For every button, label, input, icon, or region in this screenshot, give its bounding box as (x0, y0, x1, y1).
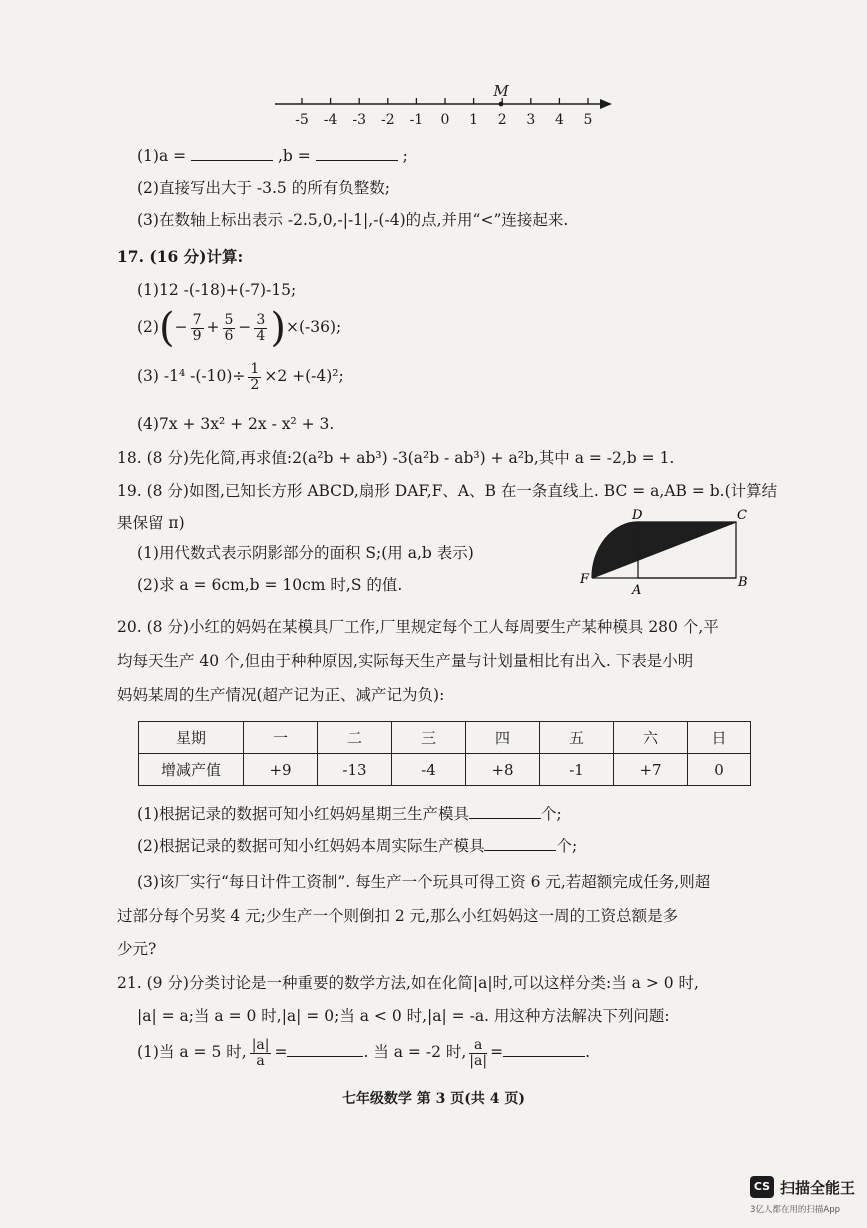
number-line-tick-label: 2 (497, 112, 507, 128)
q16-blank-b (316, 159, 398, 161)
table-cell: 三 (392, 722, 466, 754)
q16-blank-a (191, 159, 273, 161)
scanner-watermark (750, 1176, 860, 1220)
scanner-tagline: 3亿人都在用的扫描App (750, 1205, 841, 1215)
number-line-tick-label: 4 (554, 112, 564, 128)
table-cell: 五 (540, 722, 614, 754)
q20-part3-line1: (3)该厂实行“每日计件工资制”. 每生产一个玩具可得工资 6 元,若超额完成任务,则超 (137, 873, 711, 891)
q20-blank-1 (469, 817, 541, 819)
number-line-tick-label: 0 (440, 112, 450, 128)
q17-part3: (3) -1⁴ -(-10)÷ $\frac{1}{2}$ ×2 +(-4)²; (137, 361, 344, 393)
table-cell: 二 (318, 722, 392, 754)
q17-part2: (2)(− $\frac{7}{9}$ + $\frac{5}{6}$ − $\frac{3}{4}$ )×(-36); (137, 305, 342, 351)
q20-line3: 妈妈某周的生产情况(超产记为正、减产记为负): (117, 686, 445, 704)
q20-blank-2 (484, 849, 556, 851)
label-b: B (738, 575, 748, 590)
table-cell: 一 (244, 722, 318, 754)
q20-line2: 均每天生产 40 个,但由于种种原因,实际每天生产量与计划量相比有出入. 下表是小明 (117, 652, 694, 670)
number-line-tick-label: -2 (380, 112, 395, 128)
q19-line2: 果保留 π) (117, 514, 185, 532)
q19-part1: (1)用代数式表示阴影部分的面积 S;(用 a,b 表示) (137, 544, 474, 562)
q19-part2: (2)求 a = 6cm,b = 10cm 时,S 的值. (137, 576, 403, 594)
q17-part4: (4)7x + 3x² + 2x - x² + 3. (137, 415, 335, 433)
table-cell: -13 (318, 754, 392, 786)
q16-part1: (1)a = ,b = ; (137, 147, 408, 165)
q16-part3: (3)在数轴上标出表示 -2.5,0,-|-1|,-(-4)的点,并用“<”连接起来. (137, 211, 569, 229)
table-header-row (139, 722, 751, 754)
number-line-tick-label: 1 (469, 112, 479, 128)
number-line-tick-label: -1 (409, 112, 424, 128)
number-line-ticks (295, 98, 592, 128)
label-d: D (632, 508, 643, 523)
fraction-3-4: $\frac{3}{4}$ (256, 311, 266, 344)
table-cell: 四 (466, 722, 540, 754)
q16-part2: (2)直接写出大于 -3.5 的所有负整数; (137, 179, 390, 197)
table-cell: 增减产值 (139, 754, 244, 786)
q19-line1: 19. (8 分)如图,已知长方形 ABCD,扇形 DAF,F、A、B 在一条直线上. BC = a,AB = b.(计算结 (117, 482, 778, 500)
q17-part1: (1)12 -(-18)+(-7)-15; (137, 281, 297, 299)
q21-blank-1 (287, 1055, 363, 1057)
label-a: A (632, 583, 642, 598)
table-cell: +7 (614, 754, 688, 786)
scanner-app-name: 扫描全能王 (780, 1179, 856, 1197)
q20-line1: 20. (8 分)小红的妈妈在某模具厂工作,厂里规定每个工人每周要生产某种模具 280 个,平 (117, 618, 719, 636)
number-line-tick-label: 3 (526, 112, 536, 128)
q20-part1: (1)根据记录的数据可知小红妈妈星期三生产模具 个; (137, 805, 562, 823)
table-row (139, 754, 751, 786)
table-cell: 日 (688, 722, 751, 754)
production-table (138, 721, 751, 786)
number-line-tick-label: 5 (583, 112, 593, 128)
point-m-dot (499, 102, 504, 107)
q20-part2: (2)根据记录的数据可知小红妈妈本周实际生产模具 个; (137, 837, 578, 855)
label-f: F (580, 572, 590, 587)
q17-title: 17. (16 分)计算: (117, 247, 244, 266)
table-cell: -4 (392, 754, 466, 786)
q21-line2: |a| = a;当 a = 0 时,|a| = 0;当 a < 0 时,|a| = -a. 用这种方法解决下列问题: (137, 1007, 670, 1025)
fraction-abs-a-over-a: $\frac{|a|}{a}$ (251, 1037, 270, 1069)
table-cell: +9 (244, 754, 318, 786)
table-cell: 星期 (139, 722, 244, 754)
number-line-tick-label: -3 (352, 112, 367, 128)
page-footer: 七年级数学 第 3 页(共 4 页) (341, 1091, 526, 1107)
table-cell: -1 (540, 754, 614, 786)
q21-line1: 21. (9 分)分类讨论是一种重要的数学方法,如在化简|a|时,可以这样分类:当 a > 0 时, (117, 974, 699, 992)
label-c: C (737, 508, 747, 523)
table-cell: 0 (688, 754, 751, 786)
fraction-1-2: $\frac{1}{2}$ (250, 361, 260, 393)
scanner-logo-icon: CS (750, 1176, 774, 1198)
fraction-7-9: $\frac{7}{9}$ (192, 311, 202, 344)
number-line-tick-label: -5 (295, 112, 309, 128)
table-cell: 六 (614, 722, 688, 754)
fraction-a-over-abs-a: $\frac{a}{|a|}$ (469, 1037, 488, 1069)
number-line (270, 80, 620, 140)
rectangle-sector-diagram (572, 508, 752, 598)
q20-part3-line2: 过部分每个另奖 4 元;少生产一个则倒扣 2 元,那么小红妈妈这一周的工资总额是多 (117, 907, 679, 925)
number-line-tick-label: -4 (323, 112, 338, 128)
number-line-arrow (600, 99, 612, 109)
fraction-5-6: $\frac{5}{6}$ (224, 311, 234, 344)
q20-part3-line3: 少元? (117, 940, 157, 958)
q21-blank-2 (503, 1055, 585, 1057)
table-cell: +8 (466, 754, 540, 786)
q18-text: 18. (8 分)先化简,再求值:2(a²b + ab³) -3(a²b - ab³) + a²b,其中 a = -2,b = 1. (117, 449, 675, 467)
point-m-label: M (493, 82, 509, 100)
q21-part1: (1)当 a = 5 时, $\frac{|a|}{a}$ = . 当 a = -2 时, $\frac{a}{|a|}$ = . (137, 1037, 591, 1069)
